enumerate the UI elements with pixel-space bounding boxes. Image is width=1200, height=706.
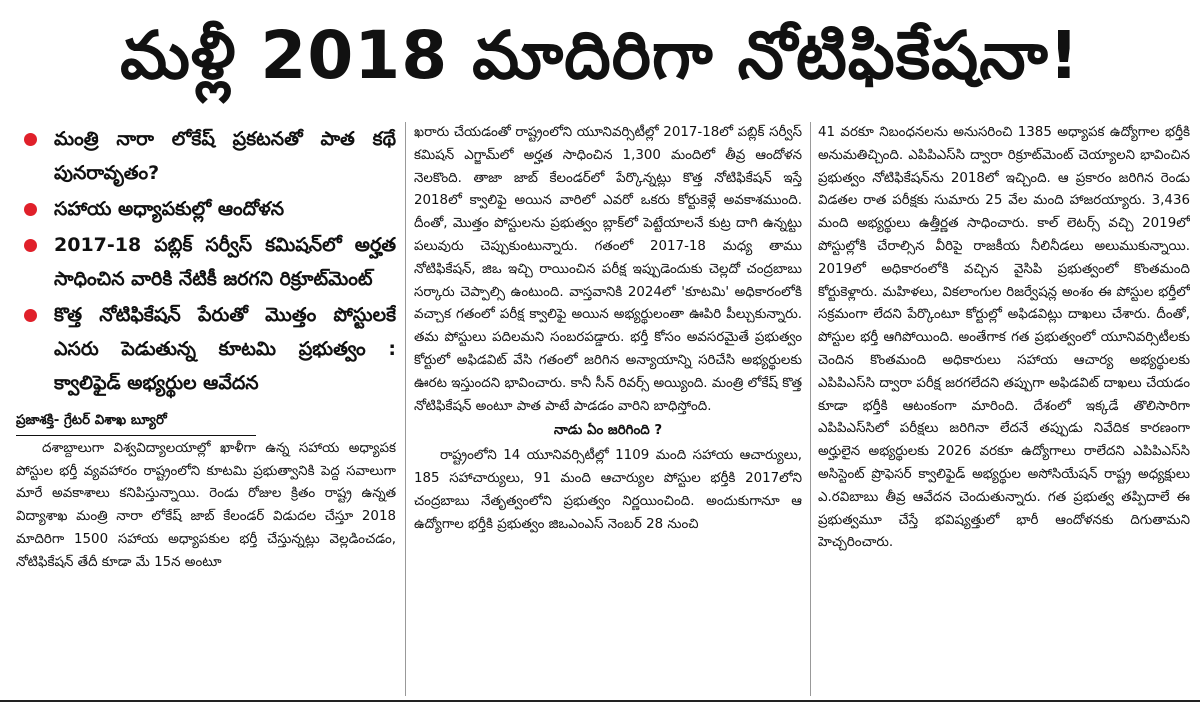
column-1 — [16, 122, 396, 696]
bullet-text: సహాయ అధ్యాపకుల్లో ఆందోళన — [54, 198, 285, 220]
section-subhead: నాడు ఏం జరిగింది ? — [553, 423, 663, 439]
bullet-text: 2017-18 పబ్లిక్ సర్వీస్ కమిషన్‌లో అర్హత సాధించిన వారికి నేటికీ జరగని రిక్రూట్‌మెంట్ — [54, 234, 396, 290]
bullet-dot-icon — [24, 309, 37, 322]
column-2 — [414, 122, 802, 696]
column-3 — [818, 122, 1190, 696]
dateline-underline — [16, 435, 256, 436]
bottom-rule — [0, 700, 1200, 702]
highlight-bullet — [16, 298, 396, 400]
bullet-dot-icon — [24, 133, 37, 146]
bullet-text: కొత్త నోటిఫికేషన్ పేరుతో మొత్తం పోస్టులకే ఎసరు పెడుతున్న కూటమి ప్రభుత్వం : క్వాలిఫైడ్ అభ్యర్థుల ఆవేదన — [54, 304, 396, 394]
bullet-dot-icon — [24, 203, 37, 216]
bullet-text: మంత్రి నారా లోకేష్ ప్రకటనతో పాత కథే పునరావృతం? — [54, 128, 396, 184]
highlight-bullet — [16, 228, 396, 296]
article-body-part-3: రాష్ట్రంలోని 14 యూనివర్సిటీల్లో 1109 మంది సహాయ ఆచార్యులు, 185 సహాచార్యులు, 91 మంది ఆచార్యుల పోస్టుల భర్తీకి 2017లోని చంద్రబాబు నేతృత్వంలోని ప్రభుత్వం నిర్ణయించింది. అందుకుగానూ ఆ ఉద్యోగాల భర్తీకి ప్రభుత్వం జిఒఎంఎస్ నెంబర్ 28 నుంచి — [414, 448, 802, 532]
article-body-part-4: 41 వరకూ నిబంధనలను అనుసరించి 1385 అధ్యాపక ఉద్యోగాల భర్తీకి అనుమతిచ్చింది. ఎపిపిఎస్‌సి ద్వారా రిక్రూట్‌మెంట్ చెయ్యాలని భావించిన ప్రభుత్వం నోటిఫికేషన్‌ను 2018లో ఇచ్చింది. ఆ ప్రకారం జరిగిన రెండు విడతల రాత పరీక్షకు సుమారు 25 వేల మంది హాజరయ్యారు. 3,436 మంది అభ్యర్థులు ఉత్తీర్ణత సాధించారు. కాల్ లెటర్స్ వచ్చి 2019లో పోస్టుల్లోకి చేరాల్సిన వీరిపై రాజకీయ నీలినీడలు అలుముకున్నాయి. 2019లో అధికారంలోకి వచ్చిన వైసిపి ప్రభుత్వంలో కొంతమంది కోర్టుకెళ్లారు. మహిళలు, వికలాంగుల రిజర్వేషన్ల అంశం ఈ పోస్టుల భర్తీలో సక్రమంగా లేదని పేర్కొంటూ కోర్టుల్లో అఫిడవిట్లు దాఖలు చేశారు. దీంతో, పోస్టుల భర్తీ ఆగిపోయింది. అంతేగాక గత ప్రభుత్వంలో యూనివర్సిటీలకు చెందిన కొంతమంది అధికారులు సహాయ ఆచార్య అభ్యర్థులకు ఎపిపిఎస్‌సి ద్వారా పరీక్ష జరగలేదని తప్పుగా అఫిడవిట్ దాఖలు చేయడం కూడా భర్తీకి ఆటంకంగా మారింది. దేశంలో ఇక్కడే తొలిసారిగా ఎపిపిఎస్‌సిలో పరీక్షలు జరిగినా లేదనే తప్పుడు నివేదిక కారణంగా అర్హులైన అభ్యర్థులకు 2026 వరకూ ఉద్యోగాలు రాలేదని ఎపిపిఎస్‌సి అసిస్టెంట్ ప్రొఫెసర్ క్వాలిఫైడ్ అభ్యర్థుల అసోసియేషన్ రాష్ట్ర అధ్యక్షులు ఎ.రవిబాబు తీవ్ర ఆవేదన చెందుతున్నారు. గత ప్రభుత్వ తప్పిదాలే ఈ ప్రభుత్వమూ చేస్తే భవిష్యత్తులో భారీ ఆందోళనకు దిగుతామని హెచ్చరించారు. — [818, 125, 1190, 551]
article-body-part-1: దశాబ్దాలుగా విశ్వవిద్యాలయాల్లో ఖాళీగా ఉన్న సహాయ అధ్యాపక పోస్టుల భర్తీ వ్యవహారం రాష్ట్రంలోని కూటమి ప్రభుత్వానికి పెద్ద సవాలుగా మారే అవకాశాలు కనిపిస్తున్నాయి. రెండు రోజుల క్రితం రాష్ట్ర ఉన్నత విద్యాశాఖ మంత్రి నారా లోకేష్ జాబ్ కేలండర్ విడుదల చేస్తూ 2018 మాదిరిగా 1500 సహాయ అధ్యాపకుల భర్తీ చేస్తున్నట్లు వెల్లడించడం, నోటిఫికేషన్ తేదీ కూడా మే 15న అంటూ — [16, 440, 396, 570]
column-divider — [405, 122, 406, 696]
highlight-bullets — [16, 122, 396, 400]
article-body-part-2: ఖరారు చేయడంతో రాష్ట్రంలోని యూనివర్సిటీల్లో 2017-18లో పబ్లిక్ సర్వీస్ కమిషన్ ఎగ్జామ్‌లో అర్హత సాధించిన 1,300 మందిలో తీవ్ర ఆందోళన నెలకొంది. తాజా జాబ్ కేలండర్‌లో పేర్కొన్నట్లు కొత్త నోటిఫికేషన్ ఇస్తే 2018లో క్వాలిఫై అయిన వారిలో ఎవరో ఒకరు కోర్టుకెళ్లే అవకాశముంది. దీంతో, మొత్తం పోస్టులను ప్రభుత్వం బ్లాక్‌లో పెట్టేయాలనే కుట్ర దాగి ఉన్నట్టు పలువురు చెప్పుకుంటున్నారు. గతంలో 2017-18 మధ్య తాము నోటిఫికేషన్, జిఒ ఇచ్చి రాయించిన పరీక్ష ఇప్పుడెందుకు చెల్లదో చంద్రబాబు సర్కారు చెప్పాల్సి ఉంటుంది. వాస్తవానికి 2024లో 'కూటమి' అధికారంలోకి వచ్చాక గతంలో పరీక్ష క్వాలిఫై అయిన అభ్యర్థులంతా ఊపిరి పీల్చుకున్నారు. తమ పోస్టులు పదిలమని సంబరపడ్డారు. భర్తీ కోసం అవసరమైతే ప్రభుత్వం కోర్టులో అఫిడవిట్ వేసి గతంలో జరిగిన అన్యాయాన్ని సరిచేసి అభ్యర్థులకు ఊరట ఇస్తుందని భావించారు. కానీ సీన్ రివర్స్ అయ్యింది. మంత్రి లోకేష్ కొత్త నోటిఫికేషన్ అంటూ పాత పాటే పాడడం వారిని బాధిస్తోంది. — [414, 125, 802, 414]
headline: మళ్లీ 2018 మాదిరిగా నోటిఫికేషనా! — [120, 17, 1080, 94]
column-divider — [810, 122, 811, 696]
dateline: ప్రజాశక్తి- గ్రేటర్ విశాఖ బ్యూరో — [16, 413, 167, 428]
highlight-bullet — [16, 122, 396, 190]
highlight-bullet — [16, 192, 396, 226]
bullet-dot-icon — [24, 239, 37, 252]
